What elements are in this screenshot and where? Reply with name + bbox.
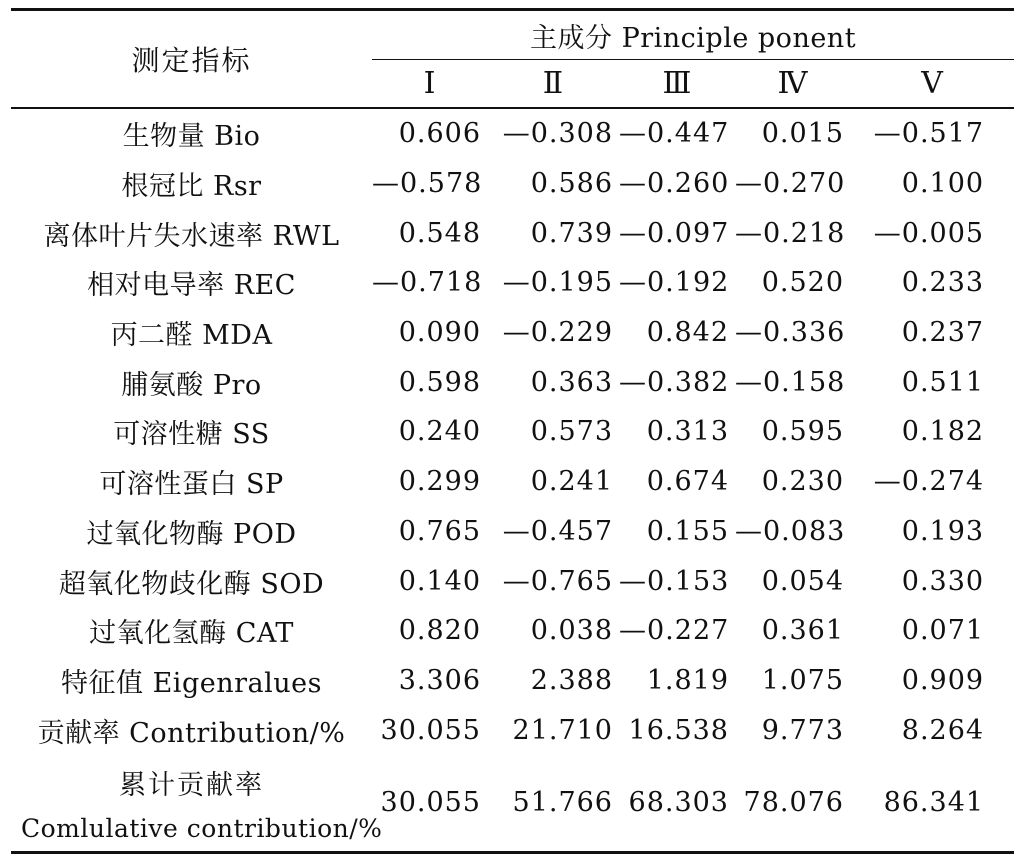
row-label: 丙二醛 MDA (110, 320, 273, 352)
table-row-cumulative (11, 755, 1014, 853)
row-label: 贡献率 Contribution/% (37, 717, 346, 749)
row-label: 离体叶片失水速率 RWL (43, 220, 340, 252)
metric-column-header: 测定指标 (11, 10, 372, 109)
table-cell: —0.158 (735, 366, 846, 398)
row-label-line1: 累计贡献率 (119, 769, 264, 801)
row-label: 过氧化氢酶 CAT (89, 618, 294, 650)
table-row (11, 507, 1014, 557)
table-cell: 0.511 (901, 366, 985, 398)
table-cell: —0.447 (619, 118, 730, 150)
row-label: 特征值 Eigenralues (61, 667, 322, 699)
table-cell: 78.076 (735, 755, 850, 853)
table-cell: —0.005 (873, 217, 985, 249)
row-label: 生物量 Bio (122, 121, 261, 153)
table-cell: —0.192 (619, 267, 730, 299)
table-cell: 1.075 (761, 664, 844, 696)
table-row (11, 258, 1014, 308)
table-cell: 0.842 (646, 317, 729, 349)
table-cell: —0.218 (735, 217, 846, 249)
table-cell: 16.538 (628, 714, 729, 746)
table-cell: 0.363 (530, 366, 613, 398)
table-row (11, 159, 1014, 209)
table-cell: 0.237 (901, 317, 985, 349)
table-cell: —0.270 (735, 168, 846, 200)
row-label: 超氧化物歧化酶 SOD (58, 568, 325, 600)
table-cell: —0.274 (873, 466, 985, 498)
table-cell: 0.765 (398, 515, 481, 547)
table-cell: 8.264 (901, 714, 985, 746)
row-label: 可溶性糖 SS (113, 419, 270, 451)
table-cell: 0.674 (646, 466, 729, 498)
table-cell: 0.595 (761, 416, 844, 448)
table-cell: 0.182 (901, 416, 985, 448)
table-cell: 1.819 (646, 664, 729, 696)
table-cell: 0.330 (901, 565, 985, 597)
table-cell: —0.153 (619, 565, 730, 597)
table-cell: 0.598 (398, 366, 481, 398)
table-cell: —0.097 (619, 217, 730, 249)
table-cell: 0.361 (761, 615, 844, 647)
table-row (11, 656, 1014, 706)
table-cell: 2.388 (530, 664, 613, 696)
table-cell: 0.606 (398, 118, 481, 150)
table-body (11, 108, 1014, 852)
component-5-header: Ⅴ (850, 60, 1014, 109)
component-2-header: Ⅱ (487, 60, 619, 109)
row-label: 可溶性蛋白 SP (99, 469, 284, 501)
table-cell: —0.195 (502, 267, 613, 299)
table-cell: 0.548 (398, 217, 481, 249)
row-label-line2: Comlulative contribution/% (21, 813, 383, 843)
table-cell: 0.090 (398, 317, 481, 349)
table-cell: 0.038 (530, 615, 613, 647)
table-cell: 0.140 (398, 565, 481, 597)
row-label: 脯氨酸 Pro (121, 369, 262, 401)
table-row (11, 308, 1014, 358)
pca-table-container (11, 8, 1014, 854)
table-cell: 0.520 (761, 267, 844, 299)
table-cell: 0.233 (901, 267, 985, 299)
table-row (11, 357, 1014, 407)
row-label: 根冠比 Rsr (121, 171, 262, 203)
table-row (11, 208, 1014, 258)
table-row (11, 407, 1014, 457)
table-cell: 0.299 (398, 466, 481, 498)
table-cell: 0.739 (530, 217, 613, 249)
table-cell: 0.573 (530, 416, 613, 448)
principal-component-group-header: 主成分 Principle ponent (372, 10, 1014, 60)
table-cell: 0.100 (901, 168, 985, 200)
table-row (11, 457, 1014, 507)
table-row (11, 606, 1014, 656)
component-3-header: Ⅲ (619, 60, 735, 109)
row-label: 过氧化物酶 POD (86, 518, 297, 550)
table-row (11, 108, 1014, 159)
table-cell: —0.227 (619, 615, 730, 647)
table-cell: 0.909 (901, 664, 985, 696)
table-row (11, 556, 1014, 606)
table-cell: 0.054 (761, 565, 844, 597)
table-cell: —0.718 (372, 267, 483, 299)
table-cell: —0.336 (735, 317, 846, 349)
table-cell: 3.306 (398, 664, 481, 696)
table-cell: 0.240 (398, 416, 481, 448)
table-cell: 0.071 (901, 615, 985, 647)
table-cell: 68.303 (619, 755, 735, 853)
table-row (11, 705, 1014, 755)
table-cell: —0.457 (502, 515, 613, 547)
table-cell: 9.773 (761, 714, 844, 746)
table-cell: 51.766 (487, 755, 619, 853)
table-cell: —0.308 (502, 118, 613, 150)
table-cell: 21.710 (512, 714, 613, 746)
table-cell: 30.055 (372, 755, 487, 853)
table-cell: 0.241 (530, 466, 613, 498)
table-cell: 0.193 (901, 515, 985, 547)
row-label (11, 755, 383, 853)
table-cell: —0.229 (502, 317, 613, 349)
table-cell: —0.578 (372, 168, 483, 200)
component-1-header: Ⅰ (372, 60, 487, 109)
pca-loadings-table (11, 8, 1014, 854)
table-cell: 0.230 (761, 466, 844, 498)
table-cell: 0.313 (646, 416, 729, 448)
component-4-header: Ⅳ (735, 60, 850, 109)
table-cell: —0.765 (502, 565, 613, 597)
table-cell: 0.586 (530, 168, 613, 200)
table-cell: —0.517 (873, 118, 985, 150)
table-cell: —0.260 (619, 168, 730, 200)
table-cell: —0.083 (735, 515, 846, 547)
table-header (11, 10, 1014, 109)
table-cell: 0.155 (646, 515, 729, 547)
table-cell: 86.341 (850, 755, 1014, 853)
row-label: 相对电导率 REC (87, 270, 296, 302)
table-cell: 30.055 (380, 714, 481, 746)
table-cell: —0.382 (619, 366, 730, 398)
table-cell: 0.015 (761, 118, 844, 150)
table-cell: 0.820 (398, 615, 481, 647)
